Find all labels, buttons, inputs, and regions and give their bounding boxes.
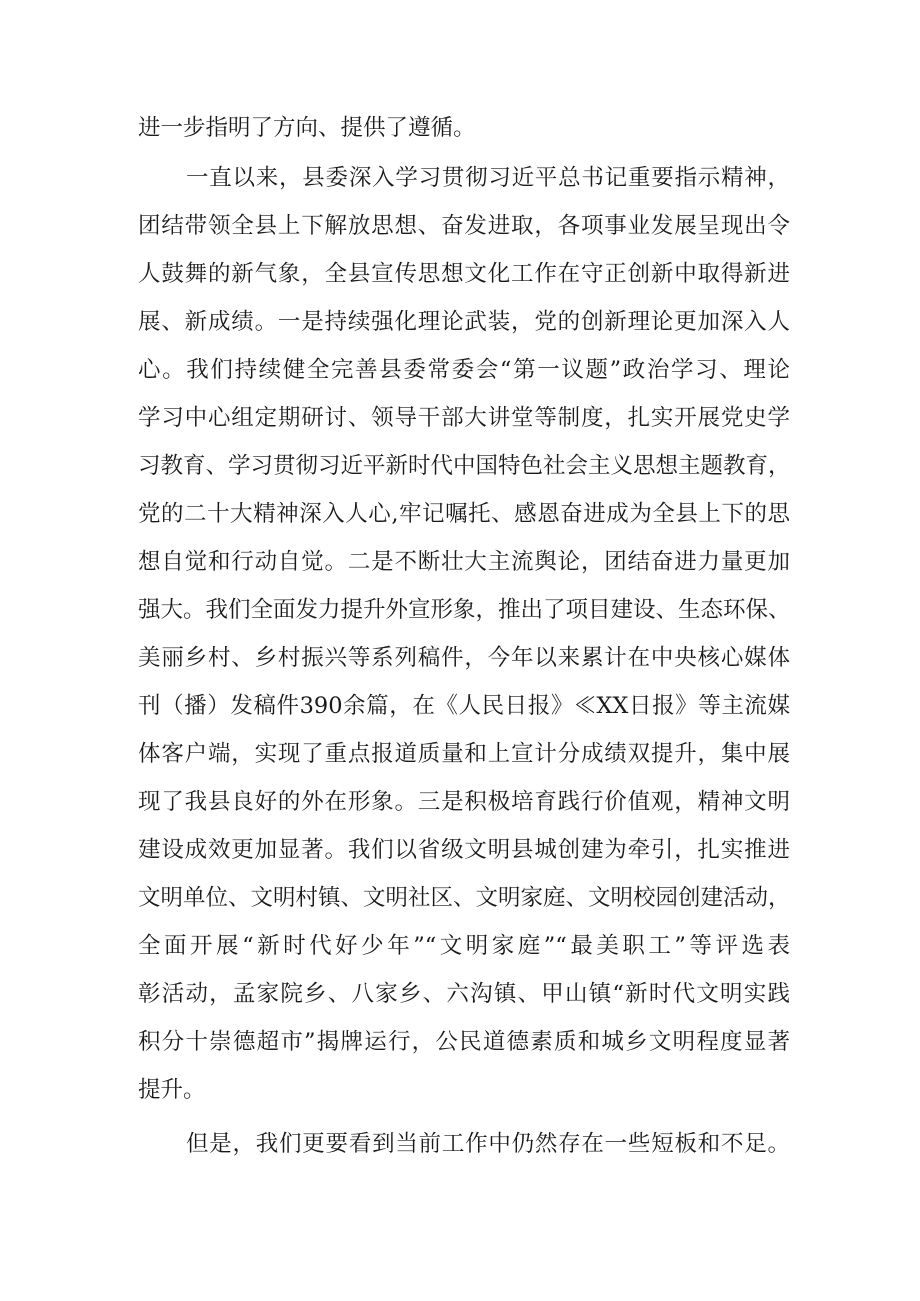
text-line: 美丽乡村、乡村振兴等系列稿件，今年以来累计在中央核心媒体 (138, 645, 790, 671)
paragraph-last-line: 提升。 (138, 1077, 206, 1103)
text-line: 想自觉和行动自觉。二是不断壮大主流舆论，团结奋进力量更加 (138, 549, 790, 575)
text-line: 习教育、学习贯彻习近平新时代中国特色社会主义思想主题教育， (138, 453, 791, 479)
text-line: 进一步指明了方向、提供了遵循。 (138, 115, 476, 141)
text-line: 建设成效更加显著。我们以省级文明县城创建为牵引，扎实推进 (138, 837, 790, 863)
text-line: 心。我们持续健全完善县委常委会“第一议题”政治学习、理论 (138, 357, 790, 383)
text-line: 文明单位、文明村镇、文明社区、文明家庭、文明校园创建活动， (138, 885, 791, 911)
text-line: 人鼓舞的新气象，全县宣传思想文化工作在守正创新中取得新进 (138, 261, 790, 287)
text-line: 展、新成绩。一是持续强化理论武装，党的创新理论更加深入人 (138, 309, 790, 335)
text-line: 刊（播）发稿件390余篇，在《人民日报》≪XX日报》等主流媒 (138, 693, 790, 719)
text-line: 团结带领全县上下解放思想、奋发进取，各项事业发展呈现出令 (138, 213, 790, 239)
text-line: 强大。我们全面发力提升外宣形象，推出了项目建设、生态环保、 (138, 597, 791, 623)
text-line: 积分十崇德超市”揭牌运行，公民道德素质和城乡文明程度显著 (138, 1029, 790, 1055)
text-line: 体客户端，实现了重点报道质量和上宣计分成绩双提升，集中展 (138, 741, 790, 767)
text-line: 学习中心组定期研讨、领导干部大讲堂等制度，扎实开展党史学 (138, 405, 790, 431)
paragraph-first-line: 一直以来，县委深入学习贯彻习近平总书记重要指示精神， (186, 165, 790, 191)
paragraph-first-line: 但是，我们更要看到当前工作中仍然存在一些短板和不足。 (186, 1131, 790, 1157)
text-line: 彰活动，孟家院乡、八家乡、六沟镇、甲山镇“新时代文明实践 (138, 981, 790, 1007)
text-line: 党的二十大精神深入人心,牢记嘱托、感恩奋进成为全县上下的思 (138, 501, 790, 527)
text-line: 现了我县良好的外在形象。三是积极培育践行价值观，精神文明 (138, 789, 790, 815)
text-line: 全面开展“新时代好少年”“文明家庭”“最美职工”等评选表 (138, 933, 790, 959)
